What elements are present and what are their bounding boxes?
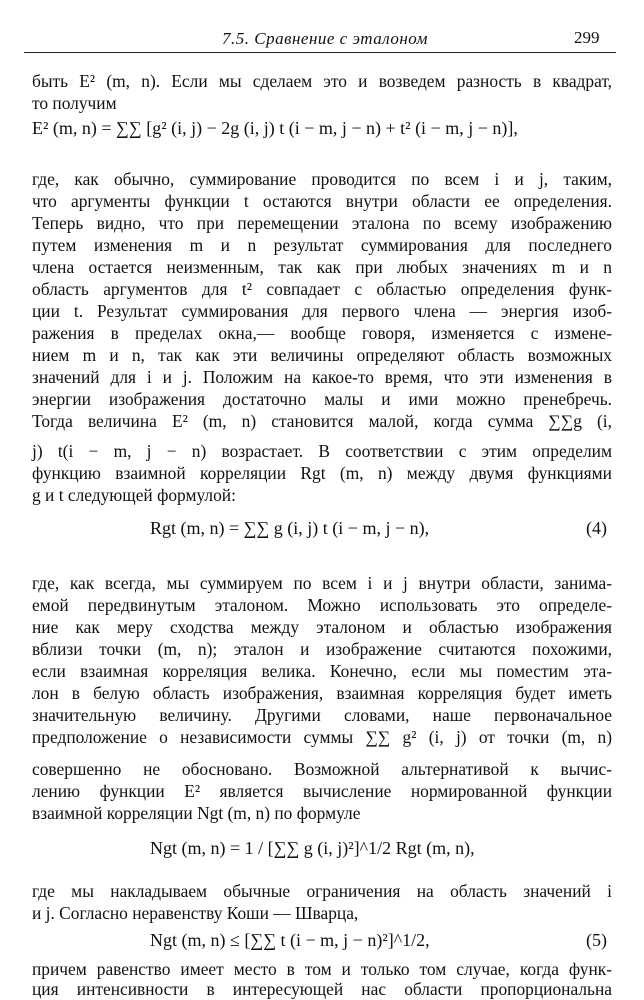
text-line: ции t. Результат суммирования для первого члена — энергия изоб- (32, 301, 612, 321)
formula-e2: E² (m, n) = ∑∑ [g² (i, j) − 2g (i, j) t (i − m, j − n) + t² (i − m, j − n)], (32, 118, 518, 138)
formula-5: Ngt (m, n) ≤ [∑∑ t (i − m, j − n)²]^1/2, (150, 930, 430, 950)
page-number: 299 (574, 28, 600, 47)
text-line: лению функции E² является вычисление нормированной функции (32, 781, 612, 801)
text-line: предположение о независимости суммы ∑∑ g² (i, j) от точки (m, n) (32, 727, 612, 747)
text-line: члена остается неизменным, так как при любых значениях m и n (32, 257, 612, 277)
text-line: где мы накладываем обычные ограничения на область значений i (32, 881, 612, 901)
equation-number-4: (4) (586, 518, 607, 538)
text-line: ние как меру сходства между эталоном и областью изображения (32, 617, 612, 637)
text-line: нием m и n, так как эти величины определяют область возможных (32, 345, 612, 365)
text-line: вблизи точки (m, n); эталон и изображение считаются похожими, (32, 639, 612, 659)
text-line: область аргументов для t² совпадает с областью определения функ- (32, 279, 612, 299)
formula-4: Rgt (m, n) = ∑∑ g (i, j) t (i − m, j − n), (150, 518, 430, 538)
text-line: где, как обычно, суммирование проводится по всем i и j, таким, (32, 169, 612, 189)
text-line: лон в белую область изображения, взаимная корреляция будет иметь (32, 683, 612, 703)
text-line: Теперь видно, что при перемещении эталона по всему изображению (32, 213, 612, 233)
text-line: быть E² (m, n). Если мы сделаем это и возведем разность в квадрат, (32, 71, 612, 91)
text-line: Тогда величина E² (m, n) становится малой, когда сумма ∑∑g (i, (32, 411, 612, 431)
running-head: 7.5. Сравнение с эталоном (222, 29, 428, 48)
text-line: и j. Согласно неравенству Коши — Шварца, (32, 903, 359, 923)
text-line: то получим (32, 93, 117, 113)
header-rule (24, 52, 616, 53)
text-line: ражения в пределах окна,— вообще говоря, изменяется с измене- (32, 323, 612, 343)
text-line: где, как всегда, мы суммируем по всем i и j внутри области, занима- (32, 573, 612, 593)
equation-number-5: (5) (586, 930, 607, 950)
text-line: взаимной корреляции Ngt (m, n) по формуле (32, 803, 361, 823)
text-line: функцию взаимной корреляции Rgt (m, n) между двумя функциями (32, 463, 612, 483)
text-line: что аргументы функции t остаются внутри области ее определения. (32, 191, 612, 211)
text-line: причем равенство имеет место в том и только том случае, когда функ- (32, 959, 612, 979)
text-line: совершенно не обосновано. Возможной альтернативой к вычис- (32, 759, 612, 779)
text-line: значительную величину. Другими словами, наше первоначальное (32, 705, 612, 725)
text-line: значений для i и j. Положим на какое-то время, что эти изменения в (32, 367, 612, 387)
text-line: g и t следующей формулой: (32, 485, 236, 505)
text-line: емой передвинутым эталоном. Можно использовать это определе- (32, 595, 612, 615)
text-line: если взаимная корреляция велика. Конечно, если мы поместим эта- (32, 661, 612, 681)
text-line: путем изменения m и n результат суммирования для последнего (32, 235, 612, 255)
text-line: j) t(i − m, j − n) возрастает. В соответствии с этим определим (32, 441, 612, 461)
text-line: энергии изображения достаточно малы и ими можно пренебречь. (32, 389, 612, 409)
formula-ngt: Ngt (m, n) = 1 / [∑∑ g (i, j)²]^1/2 Rgt (m, n), (150, 838, 475, 858)
text-line: ция интенсивности в интересующей нас области пропорциональна (32, 979, 612, 999)
